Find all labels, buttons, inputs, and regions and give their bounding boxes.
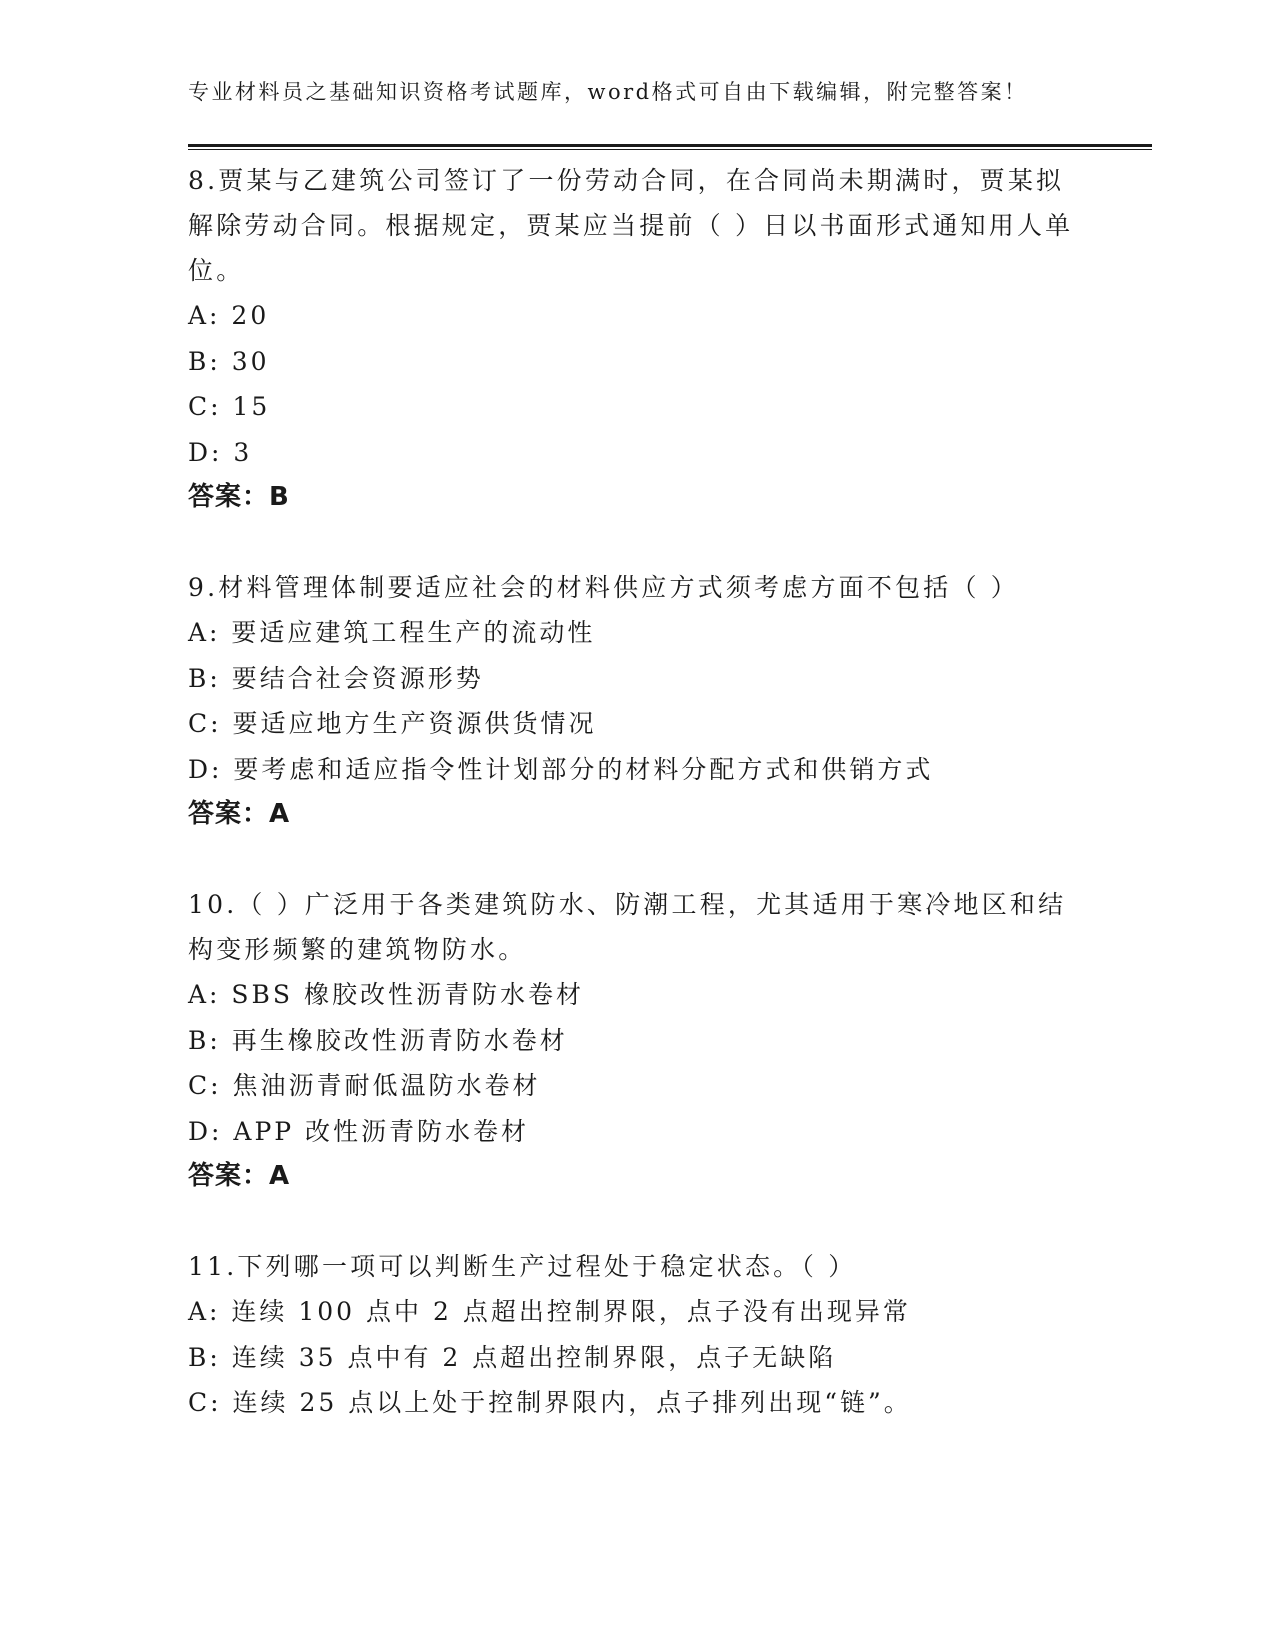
- option-a: A: 连续 100 点中 2 点超出控制界限，点子没有出现异常: [188, 1297, 911, 1326]
- question-stem: 10.（ ）广泛用于各类建筑防水、防潮工程，尤其适用于寒冷地区和结构变形频繁的建筑物防水。: [188, 890, 1067, 964]
- option-b: B: 30: [188, 346, 270, 376]
- answer: 答案：B: [188, 482, 290, 512]
- question-spacer: [188, 837, 1088, 882]
- question-9: [188, 565, 1088, 837]
- question-stem: 11.下列哪一项可以判断生产过程处于稳定状态。（ ）: [188, 1252, 857, 1281]
- question-stem: 8.贾某与乙建筑公司签订了一份劳动合同，在合同尚未期满时，贾某拟解除劳动合同。根据规定，贾某应当提前（ ）日以书面形式通知用人单位。: [188, 166, 1074, 285]
- question-spacer: [188, 520, 1088, 565]
- answer: 答案：A: [188, 799, 291, 829]
- answer: 答案：A: [188, 1161, 291, 1191]
- question-list: [188, 158, 1088, 1426]
- question-10: [188, 882, 1088, 1199]
- page-header: 专业材料员之基础知识资格考试题库，word格式可自由下载编辑，附完整答案！: [188, 80, 1028, 104]
- option-d: D: APP 改性沥青防水卷材: [188, 1116, 530, 1146]
- question-8: [188, 158, 1088, 520]
- header-divider: [188, 144, 1152, 150]
- option-a: A: 20: [188, 301, 270, 330]
- option-b: B: 再生橡胶改性沥青防水卷材: [188, 1025, 568, 1055]
- option-b: B: 要结合社会资源形势: [188, 663, 484, 693]
- option-d: D: 3: [188, 437, 253, 467]
- option-c: C: 焦油沥青耐低温防水卷材: [188, 1071, 541, 1100]
- option-c: C: 要适应地方生产资源供货情况: [188, 709, 597, 738]
- option-a: A: 要适应建筑工程生产的流动性: [188, 618, 596, 647]
- option-d: D: 要考虑和适应指令性计划部分的材料分配方式和供销方式: [188, 754, 934, 784]
- question-spacer: [188, 1199, 1088, 1244]
- option-c: C: 连续 25 点以上处于控制界限内，点子排列出现“链”。: [188, 1388, 912, 1417]
- option-b: B: 连续 35 点中有 2 点超出控制界限，点子无缺陷: [188, 1342, 837, 1372]
- question-stem: 9.材料管理体制要适应社会的材料供应方式须考虑方面不包括（ ）: [188, 573, 1020, 602]
- option-c: C: 15: [188, 392, 271, 421]
- option-a: A: SBS 橡胶改性沥青防水卷材: [188, 980, 584, 1009]
- question-11: [188, 1244, 1088, 1426]
